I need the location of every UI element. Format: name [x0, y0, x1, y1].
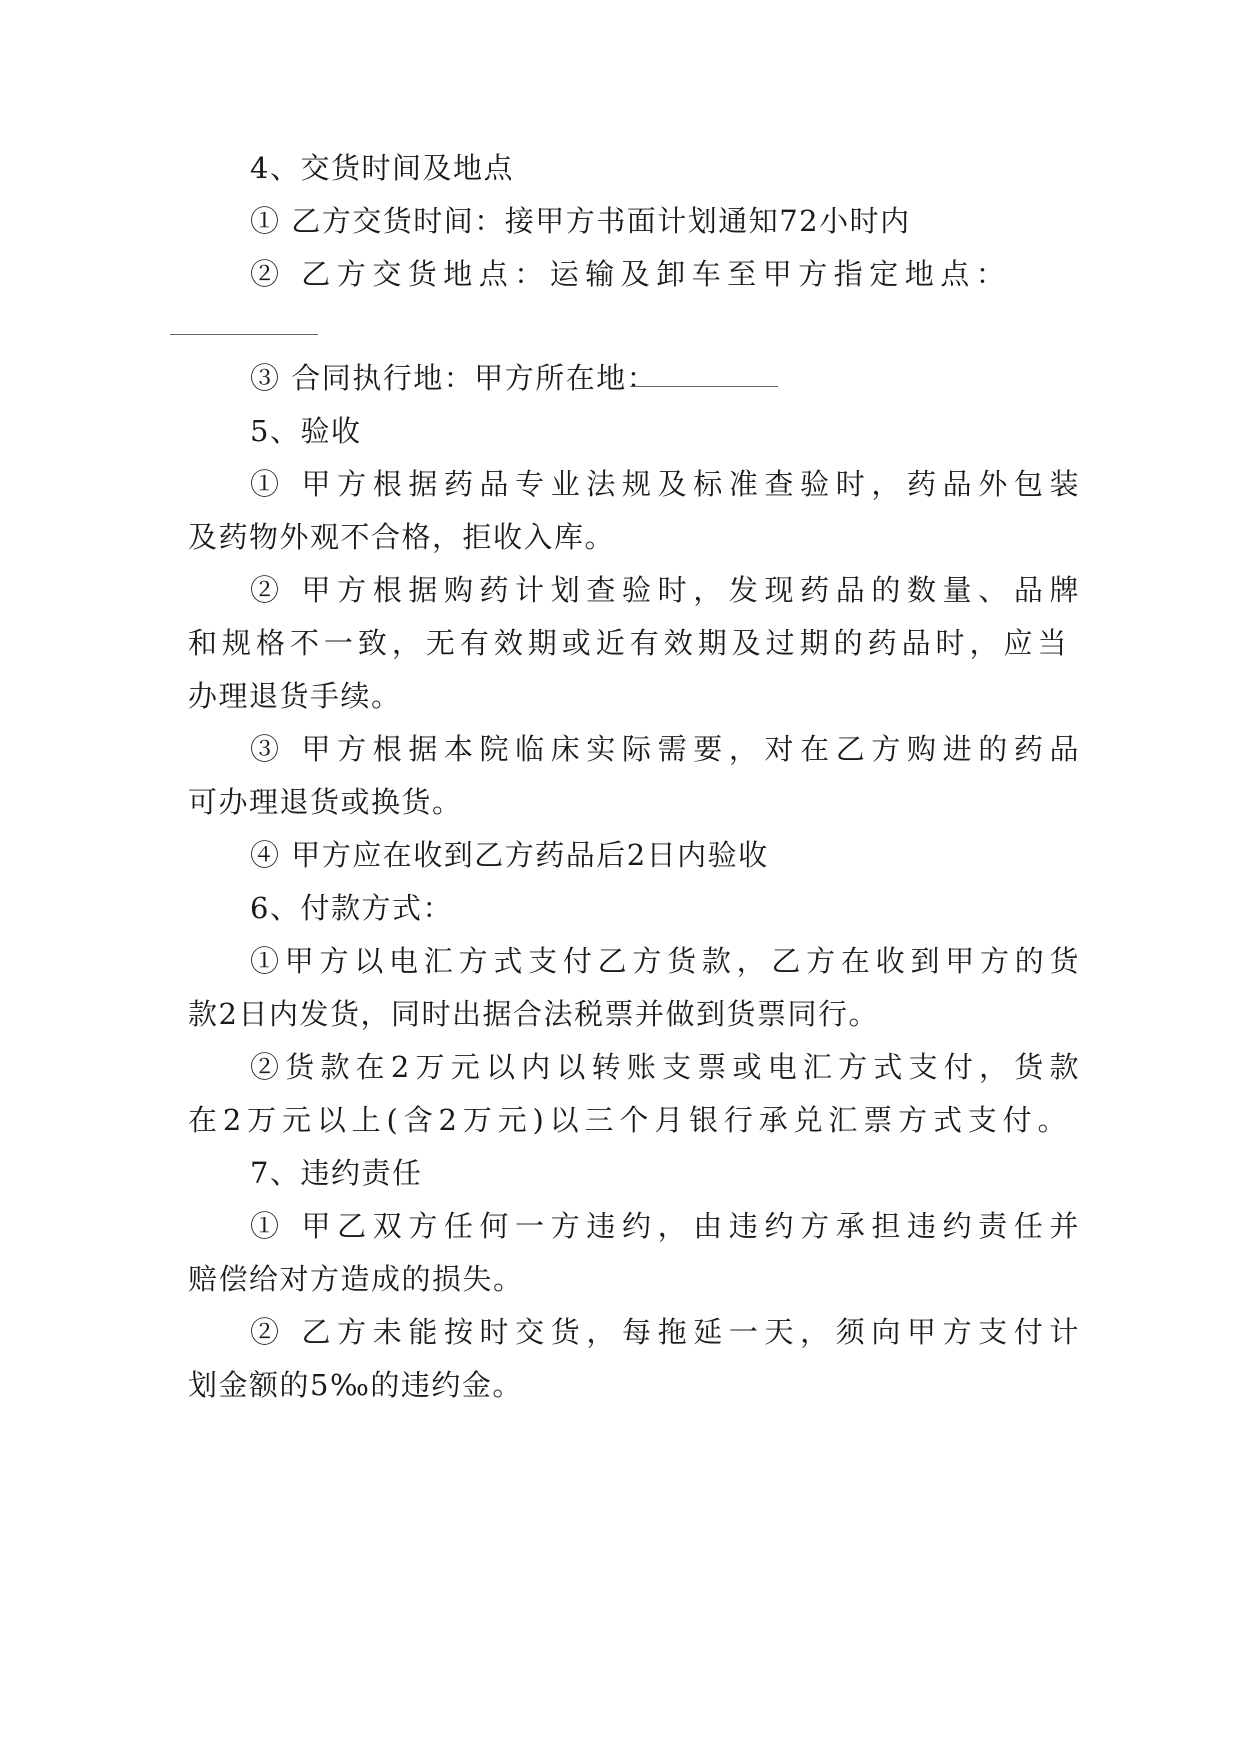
acceptance-clause-2-line-2: 和规格不一致，无有效期或近有效期及过期的药品时，应当: [188, 626, 1068, 660]
acceptance-clause-1-line-2: 及药物外观不合格，拒收入库。: [188, 520, 616, 554]
section-7-heading: 7、违约责任: [250, 1156, 423, 1190]
acceptance-clause-2-line-1: ② 甲方根据购药计划查验时，发现药品的数量、品牌: [250, 573, 1080, 607]
delivery-time-clause: ① 乙方交货时间：接甲方书面计划通知72小时内: [250, 204, 911, 238]
delivery-place-blank: [170, 334, 318, 335]
liability-clause-1-line-2: 赔偿给对方造成的损失。: [188, 1262, 524, 1296]
payment-clause-1-line-2: 款2日内发货，同时出据合法税票并做到货票同行。: [188, 997, 879, 1031]
acceptance-clause-2-line-3: 办理退货手续。: [188, 679, 402, 713]
section-5-heading: 5、验收: [250, 414, 362, 448]
section-6-heading: 6、付款方式：: [250, 891, 453, 925]
payment-clause-2-line-2: 在2万元以上(含2万元)以三个月银行承兑汇票方式支付。: [188, 1103, 1068, 1137]
liability-clause-2-line-2: 划金额的5‰的违约金。: [188, 1368, 523, 1402]
liability-clause-1-line-1: ① 甲乙双方任何一方违约，由违约方承担违约责任并: [250, 1209, 1080, 1243]
payment-clause-1-line-1: ①甲方以电汇方式支付乙方货款，乙方在收到甲方的货: [250, 944, 1080, 978]
acceptance-clause-4: ④ 甲方应在收到乙方药品后2日内验收: [250, 838, 769, 872]
payment-clause-2-line-1: ②货款在2万元以内以转账支票或电汇方式支付，货款: [250, 1050, 1080, 1084]
section-4-heading: 4、交货时间及地点: [250, 151, 514, 185]
delivery-place-clause: ② 乙方交货地点：运输及卸车至甲方指定地点：: [250, 257, 1012, 291]
acceptance-clause-3-line-1: ③ 甲方根据本院临床实际需要，对在乙方购进的药品: [250, 732, 1080, 766]
acceptance-clause-3-line-2: 可办理退货或换货。: [188, 785, 463, 819]
liability-clause-2-line-1: ② 乙方未能按时交货，每拖延一天，须向甲方支付计: [250, 1315, 1080, 1349]
execution-place-blank: [630, 386, 778, 387]
execution-place-clause: ③ 合同执行地：甲方所在地：: [250, 361, 658, 395]
acceptance-clause-1-line-1: ① 甲方根据药品专业法规及标准查验时，药品外包装: [250, 467, 1080, 501]
